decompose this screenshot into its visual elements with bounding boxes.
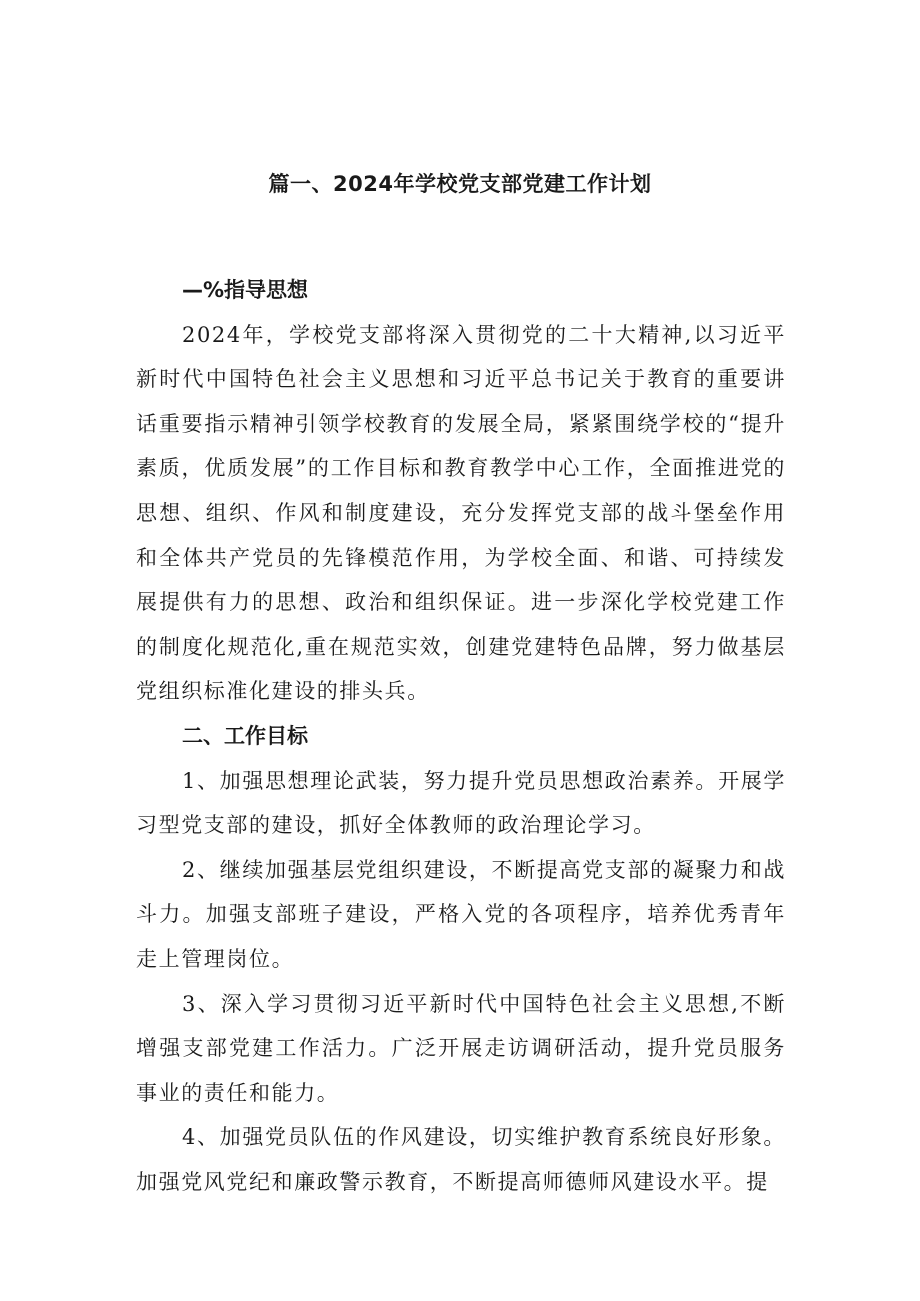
section-heading-work-goals: 二、工作目标 xyxy=(182,723,308,748)
section-heading-guiding-ideology: —%指导思想 xyxy=(182,278,309,302)
paragraph-goal-4: 4、加强党员队伍的作风建设，切实维护教育系统良好形象。加强党风党纪和廉政警示教育，不断提高师德师风建设水平。提 xyxy=(136,1125,786,1194)
paragraph-guiding-ideology: 2024年，学校党支部将深入贯彻党的二十大精神,以习近平新时代中国特色社会主义思想和习近平总书记关于教育的重要讲话重要指示精神引领学校教育的发展全局，紧紧围绕学校的“提升素质，优质发展”的工作目标和教育教学中心工作，全面推进党的思想、组织、作风和制度建设，充分发挥党支部的战斗堡垒作用和全体共产党员的先锋模范作用，为学校全面、和谐、可持续发展提供有力的思想、政治和组织保证。进一步深化学校党建工作的制度化规范化,重在规范实效，创建党建特色品牌，努力做基层党组织标准化建设的排头兵。 xyxy=(136,322,786,704)
paragraph-goal-2: 2、继续加强基层党组织建设，不断提高党支部的凝聚力和战斗力。加强支部班子建设，严格入党的各项程序，培养优秀青年走上管理岗位。 xyxy=(136,857,786,971)
paragraph-goal-1: 1、加强思想理论武装，努力提升党员思想政治素养。开展学习型党支部的建设，抓好全体教师的政治理论学习。 xyxy=(136,768,786,838)
paragraph-goal-3: 3、深入学习贯彻习近平新时代中国特色社会主义思想,不断增强支部党建工作活力。广泛开展走访调研活动，提升党员服务事业的责任和能力。 xyxy=(136,991,786,1105)
document-title: 篇一、2024年学校党支部党建工作计划 xyxy=(268,172,652,196)
document-body xyxy=(136,268,786,1204)
